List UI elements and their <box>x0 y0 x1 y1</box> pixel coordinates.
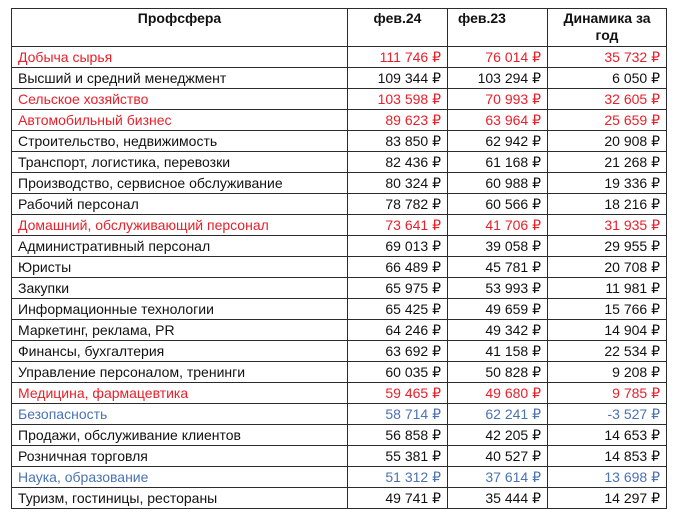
cell-sphere: Автомобильный бизнес <box>12 110 348 131</box>
cell-feb24: 55 381 ₽ <box>348 446 448 467</box>
cell-sphere: Домашний, обслуживающий персонал <box>12 215 348 236</box>
table-row <box>12 299 667 320</box>
header-dynamics: Динамика за год <box>548 9 667 47</box>
table-row <box>12 89 667 110</box>
cell-feb24: 109 344 ₽ <box>348 68 448 89</box>
cell-sphere: Административный персонал <box>12 236 348 257</box>
table-row <box>12 488 667 509</box>
cell-sphere: Транспорт, логистика, перевозки <box>12 152 348 173</box>
table-row <box>12 110 667 131</box>
cell-sphere: Продажи, обслуживание клиентов <box>12 425 348 446</box>
cell-sphere: Маркетинг, реклама, PR <box>12 320 348 341</box>
cell-dynamics: 9 208 ₽ <box>548 362 667 383</box>
table-row <box>12 47 667 68</box>
cell-dynamics: 19 336 ₽ <box>548 173 667 194</box>
table-row <box>12 425 667 446</box>
cell-feb23: 49 342 ₽ <box>448 320 548 341</box>
cell-feb23: 49 680 ₽ <box>448 383 548 404</box>
cell-feb24: 103 598 ₽ <box>348 89 448 110</box>
cell-feb23: 70 993 ₽ <box>448 89 548 110</box>
cell-sphere: Финансы, бухгалтерия <box>12 341 348 362</box>
cell-feb24: 73 641 ₽ <box>348 215 448 236</box>
cell-sphere: Высший и средний менеджмент <box>12 68 348 89</box>
cell-sphere: Информационные технологии <box>12 299 348 320</box>
cell-feb24: 60 035 ₽ <box>348 362 448 383</box>
cell-feb23: 37 614 ₽ <box>448 467 548 488</box>
cell-dynamics: 20 908 ₽ <box>548 131 667 152</box>
cell-feb23: 103 294 ₽ <box>448 68 548 89</box>
cell-feb24: 65 975 ₽ <box>348 278 448 299</box>
cell-feb23: 62 241 ₽ <box>448 404 548 425</box>
cell-feb24: 65 425 ₽ <box>348 299 448 320</box>
cell-feb23: 61 168 ₽ <box>448 152 548 173</box>
cell-feb23: 60 988 ₽ <box>448 173 548 194</box>
table-row <box>12 173 667 194</box>
cell-sphere: Строительство, недвижимость <box>12 131 348 152</box>
header-feb23: фев.23 <box>448 9 548 47</box>
table-row <box>12 68 667 89</box>
cell-feb24: 59 465 ₽ <box>348 383 448 404</box>
cell-feb24: 111 746 ₽ <box>348 47 448 68</box>
cell-feb24: 63 692 ₽ <box>348 341 448 362</box>
cell-feb23: 50 828 ₽ <box>448 362 548 383</box>
cell-dynamics: 29 955 ₽ <box>548 236 667 257</box>
table-row <box>12 194 667 215</box>
cell-dynamics: 35 732 ₽ <box>548 47 667 68</box>
cell-feb23: 60 566 ₽ <box>448 194 548 215</box>
cell-feb23: 35 444 ₽ <box>448 488 548 509</box>
cell-feb23: 62 942 ₽ <box>448 131 548 152</box>
cell-dynamics: 6 050 ₽ <box>548 68 667 89</box>
cell-dynamics: 31 935 ₽ <box>548 215 667 236</box>
cell-feb23: 40 527 ₽ <box>448 446 548 467</box>
cell-feb23: 41 706 ₽ <box>448 215 548 236</box>
cell-dynamics: 9 785 ₽ <box>548 383 667 404</box>
cell-dynamics: 14 853 ₽ <box>548 446 667 467</box>
cell-sphere: Розничная торговля <box>12 446 348 467</box>
cell-feb24: 56 858 ₽ <box>348 425 448 446</box>
cell-feb24: 66 489 ₽ <box>348 257 448 278</box>
cell-sphere: Добыча сырья <box>12 47 348 68</box>
header-sphere: Профсфера <box>12 9 348 47</box>
cell-feb24: 83 850 ₽ <box>348 131 448 152</box>
cell-dynamics: -3 527 ₽ <box>548 404 667 425</box>
cell-feb24: 78 782 ₽ <box>348 194 448 215</box>
cell-dynamics: 13 698 ₽ <box>548 467 667 488</box>
table-row <box>12 257 667 278</box>
cell-sphere: Закупки <box>12 278 348 299</box>
cell-sphere: Производство, сервисное обслуживание <box>12 173 348 194</box>
header-feb24: фев.24 <box>348 9 448 47</box>
cell-feb24: 69 013 ₽ <box>348 236 448 257</box>
table-row <box>12 152 667 173</box>
cell-feb23: 45 781 ₽ <box>448 257 548 278</box>
cell-sphere: Медицина, фармацевтика <box>12 383 348 404</box>
cell-dynamics: 14 904 ₽ <box>548 320 667 341</box>
cell-sphere: Рабочий персонал <box>12 194 348 215</box>
cell-feb23: 76 014 ₽ <box>448 47 548 68</box>
table-row <box>12 404 667 425</box>
cell-dynamics: 21 268 ₽ <box>548 152 667 173</box>
cell-dynamics: 15 766 ₽ <box>548 299 667 320</box>
table-row <box>12 362 667 383</box>
cell-feb23: 39 058 ₽ <box>448 236 548 257</box>
cell-dynamics: 14 297 ₽ <box>548 488 667 509</box>
cell-dynamics: 18 216 ₽ <box>548 194 667 215</box>
cell-dynamics: 22 534 ₽ <box>548 341 667 362</box>
salary-table <box>11 8 667 509</box>
cell-sphere: Безопасность <box>12 404 348 425</box>
table-row <box>12 383 667 404</box>
table-row <box>12 341 667 362</box>
table-row <box>12 467 667 488</box>
table-row <box>12 278 667 299</box>
cell-feb24: 89 623 ₽ <box>348 110 448 131</box>
cell-sphere: Управление персоналом, тренинги <box>12 362 348 383</box>
cell-dynamics: 25 659 ₽ <box>548 110 667 131</box>
cell-feb23: 42 205 ₽ <box>448 425 548 446</box>
cell-feb24: 64 246 ₽ <box>348 320 448 341</box>
cell-dynamics: 20 708 ₽ <box>548 257 667 278</box>
cell-feb23: 53 993 ₽ <box>448 278 548 299</box>
header-row <box>12 9 667 47</box>
table-row <box>12 131 667 152</box>
table-row <box>12 320 667 341</box>
cell-dynamics: 11 981 ₽ <box>548 278 667 299</box>
cell-sphere: Туризм, гостиницы, рестораны <box>12 488 348 509</box>
cell-feb23: 63 964 ₽ <box>448 110 548 131</box>
cell-dynamics: 32 605 ₽ <box>548 89 667 110</box>
table-row <box>12 215 667 236</box>
cell-feb24: 80 324 ₽ <box>348 173 448 194</box>
cell-sphere: Сельское хозяйство <box>12 89 348 110</box>
table-row <box>12 236 667 257</box>
table-row <box>12 446 667 467</box>
cell-feb24: 82 436 ₽ <box>348 152 448 173</box>
cell-feb24: 49 741 ₽ <box>348 488 448 509</box>
cell-sphere: Наука, образование <box>12 467 348 488</box>
cell-feb24: 58 714 ₽ <box>348 404 448 425</box>
cell-dynamics: 14 653 ₽ <box>548 425 667 446</box>
cell-feb23: 41 158 ₽ <box>448 341 548 362</box>
table-body <box>12 47 667 509</box>
cell-feb24: 51 312 ₽ <box>348 467 448 488</box>
table-header <box>12 9 667 47</box>
cell-feb23: 49 659 ₽ <box>448 299 548 320</box>
cell-sphere: Юристы <box>12 257 348 278</box>
